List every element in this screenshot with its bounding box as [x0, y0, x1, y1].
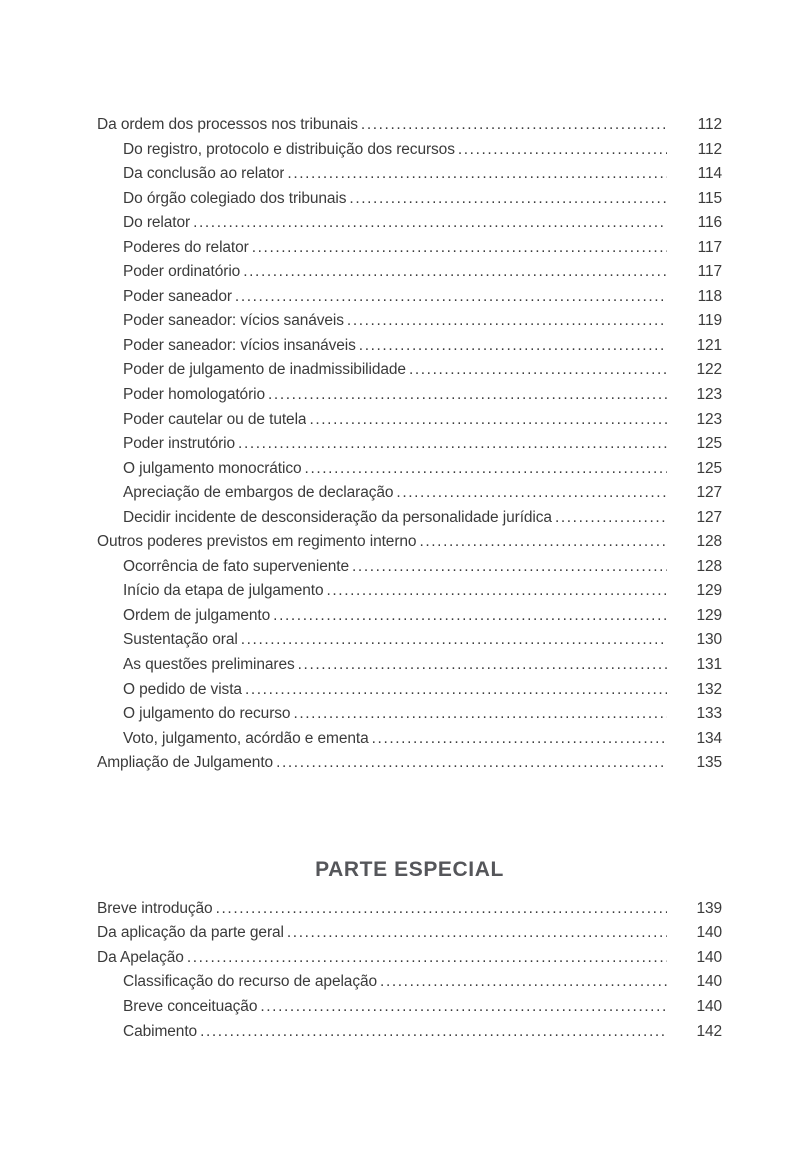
toc-entry	[97, 509, 722, 534]
toc-entry-page: 133	[696, 705, 722, 723]
toc-entry	[97, 141, 722, 166]
dot-leader	[419, 533, 667, 551]
toc-entry-page: 112	[697, 140, 722, 158]
dot-leader	[243, 263, 667, 281]
toc-entry-page: 125	[696, 435, 722, 453]
toc-entry	[97, 681, 722, 706]
dot-leader	[396, 484, 667, 502]
dot-leader	[276, 754, 667, 772]
toc-entry-label: Ordem de julgamento	[123, 606, 271, 624]
toc-entry-label: Poder saneador: vícios insanáveis	[123, 336, 356, 354]
toc-entry-label: Poder instrutório	[123, 435, 236, 453]
toc-entry	[97, 558, 722, 583]
toc-entry	[97, 361, 722, 386]
toc-entry-page: 118	[697, 287, 722, 305]
dot-leader	[458, 141, 667, 159]
toc-entry-page: 125	[696, 459, 722, 477]
dot-leader	[555, 509, 667, 527]
toc-entry-label: Início da etapa de julgamento	[123, 582, 324, 600]
dot-leader	[245, 681, 667, 699]
toc-entry	[97, 607, 722, 632]
toc-entry-page: 112	[697, 116, 722, 133]
dot-leader	[372, 730, 667, 748]
dot-leader	[326, 582, 667, 600]
toc-entry-page: 123	[696, 410, 722, 428]
toc-entry-label: O julgamento do recurso	[123, 705, 291, 723]
dot-leader	[361, 116, 667, 134]
toc-entry-label: Da ordem dos processos nos tribunais	[97, 116, 358, 133]
toc-entry-label: Poder saneador	[123, 287, 232, 305]
toc-list-part-general	[97, 116, 722, 779]
toc-entry-page: 114	[697, 165, 722, 183]
toc-entry	[97, 631, 722, 656]
toc-entry-page: 132	[696, 680, 722, 698]
toc-entry	[97, 116, 722, 141]
toc-entry-page: 129	[696, 606, 722, 624]
toc-entry	[97, 337, 722, 362]
toc-entry-label: Apreciação de embargos de declaração	[123, 484, 394, 502]
toc-entry-label: Classificação do recurso de apelação	[123, 973, 378, 991]
dot-leader	[380, 973, 667, 991]
toc-entry-label: Poderes do relator	[123, 238, 249, 256]
dot-leader	[359, 337, 667, 355]
toc-entry	[97, 730, 722, 755]
toc-entry	[97, 705, 722, 730]
toc-entry-label: Poder de julgamento de inadmissibilidade	[123, 361, 406, 379]
toc-entry-label: Outros poderes previstos em regimento interno	[97, 533, 417, 551]
part-heading: PARTE ESPECIAL	[315, 857, 504, 881]
toc-entry-page: 140	[696, 997, 722, 1015]
dot-leader	[409, 361, 667, 379]
dot-leader	[216, 900, 667, 918]
dot-leader	[273, 607, 667, 625]
toc-entry	[97, 582, 722, 607]
toc-entry-page: 131	[696, 656, 722, 674]
dot-leader	[352, 558, 667, 576]
dot-leader	[309, 411, 667, 429]
dot-leader	[187, 949, 667, 967]
toc-entry-page: 119	[697, 312, 722, 330]
toc-entry-label: Breve conceituação	[123, 997, 258, 1015]
toc-entry-page: 134	[696, 729, 722, 747]
toc-entry-label: Da Apelação	[97, 948, 184, 966]
toc-entry-label: Da conclusão ao relator	[123, 165, 285, 183]
toc-entry-label: Cabimento	[123, 1022, 198, 1040]
dot-leader	[252, 239, 667, 257]
dot-leader	[193, 214, 667, 232]
toc-entry-page: 142	[696, 1022, 722, 1040]
toc-entry-label: O julgamento monocrático	[123, 459, 302, 477]
toc-entry-label: Poder cautelar ou de tutela	[123, 410, 307, 428]
toc-entry	[97, 973, 722, 998]
dot-leader	[238, 435, 667, 453]
toc-entry	[97, 435, 722, 460]
toc-entry-label: Sustentação oral	[123, 631, 238, 649]
toc-entry	[97, 754, 722, 779]
toc-entry-page: 140	[696, 924, 722, 942]
toc-entry	[97, 656, 722, 681]
toc-entry-page: 117	[697, 238, 722, 256]
toc-entry-label: Do registro, protocolo e distribuição dos recursos	[123, 140, 455, 158]
toc-entry-page: 117	[697, 263, 722, 281]
dot-leader	[235, 288, 667, 306]
toc-entry	[97, 312, 722, 337]
dot-leader	[293, 705, 667, 723]
toc-entry-page: 140	[696, 948, 722, 966]
toc-entry	[97, 1023, 722, 1048]
toc-entry-page: 129	[696, 582, 722, 600]
toc-entry-label: Poder homologatório	[123, 386, 265, 404]
toc-entry-page: 128	[696, 533, 722, 551]
toc-entry	[97, 214, 722, 239]
toc-entry-label: Do relator	[123, 214, 191, 232]
toc-entry-page: 127	[696, 508, 722, 526]
toc-entry	[97, 460, 722, 485]
toc-entry-label: Voto, julgamento, acórdão e ementa	[123, 729, 369, 747]
toc-entry	[97, 998, 722, 1023]
toc-entry	[97, 411, 722, 436]
toc-entry-page: 135	[696, 754, 722, 772]
toc-entry-label: Poder saneador: vícios sanáveis	[123, 312, 344, 330]
dot-leader	[260, 998, 667, 1016]
toc-entry-page: 115	[697, 189, 722, 207]
toc-entry-label: Ampliação de Julgamento	[97, 754, 274, 772]
toc-entry	[97, 484, 722, 509]
toc-entry-label: Poder ordinatório	[123, 263, 241, 281]
toc-entry-page: 128	[696, 557, 722, 575]
toc-entry	[97, 900, 722, 925]
toc-entry-page: 127	[696, 484, 722, 502]
toc-entry	[97, 386, 722, 411]
dot-leader	[305, 460, 667, 478]
toc-entry-page: 130	[696, 631, 722, 649]
toc-entry-page: 121	[696, 336, 722, 354]
dot-leader	[268, 386, 667, 404]
toc-entry-page: 116	[697, 214, 722, 232]
toc-list-part-special	[97, 900, 722, 1047]
dot-leader	[200, 1023, 667, 1041]
dot-leader	[349, 190, 667, 208]
toc-entry-label: Decidir incidente de desconsideração da personalidade jurídica	[123, 508, 552, 526]
toc-entry-label: O pedido de vista	[123, 680, 242, 698]
dot-leader	[241, 631, 667, 649]
toc-entry	[97, 533, 722, 558]
dot-leader	[287, 924, 667, 942]
toc-entry-label: Breve introdução	[97, 899, 213, 917]
dot-leader	[347, 312, 667, 330]
toc-entry	[97, 949, 722, 974]
toc-entry-label: As questões preliminares	[123, 656, 295, 674]
toc-entry	[97, 288, 722, 313]
toc-entry-page: 140	[696, 973, 722, 991]
toc-entry	[97, 165, 722, 190]
dot-leader	[298, 656, 667, 674]
toc-entry-label: Do órgão colegiado dos tribunais	[123, 189, 347, 207]
toc-entry	[97, 263, 722, 288]
toc-entry-page: 123	[696, 386, 722, 404]
toc-entry-page: 139	[696, 899, 722, 917]
toc-entry	[97, 924, 722, 949]
toc-entry-page: 122	[696, 361, 722, 379]
dot-leader	[287, 165, 667, 183]
toc-entry	[97, 239, 722, 264]
toc-entry-label: Ocorrência de fato superveniente	[123, 557, 349, 575]
toc-entry-label: Da aplicação da parte geral	[97, 924, 284, 942]
toc-entry	[97, 190, 722, 215]
